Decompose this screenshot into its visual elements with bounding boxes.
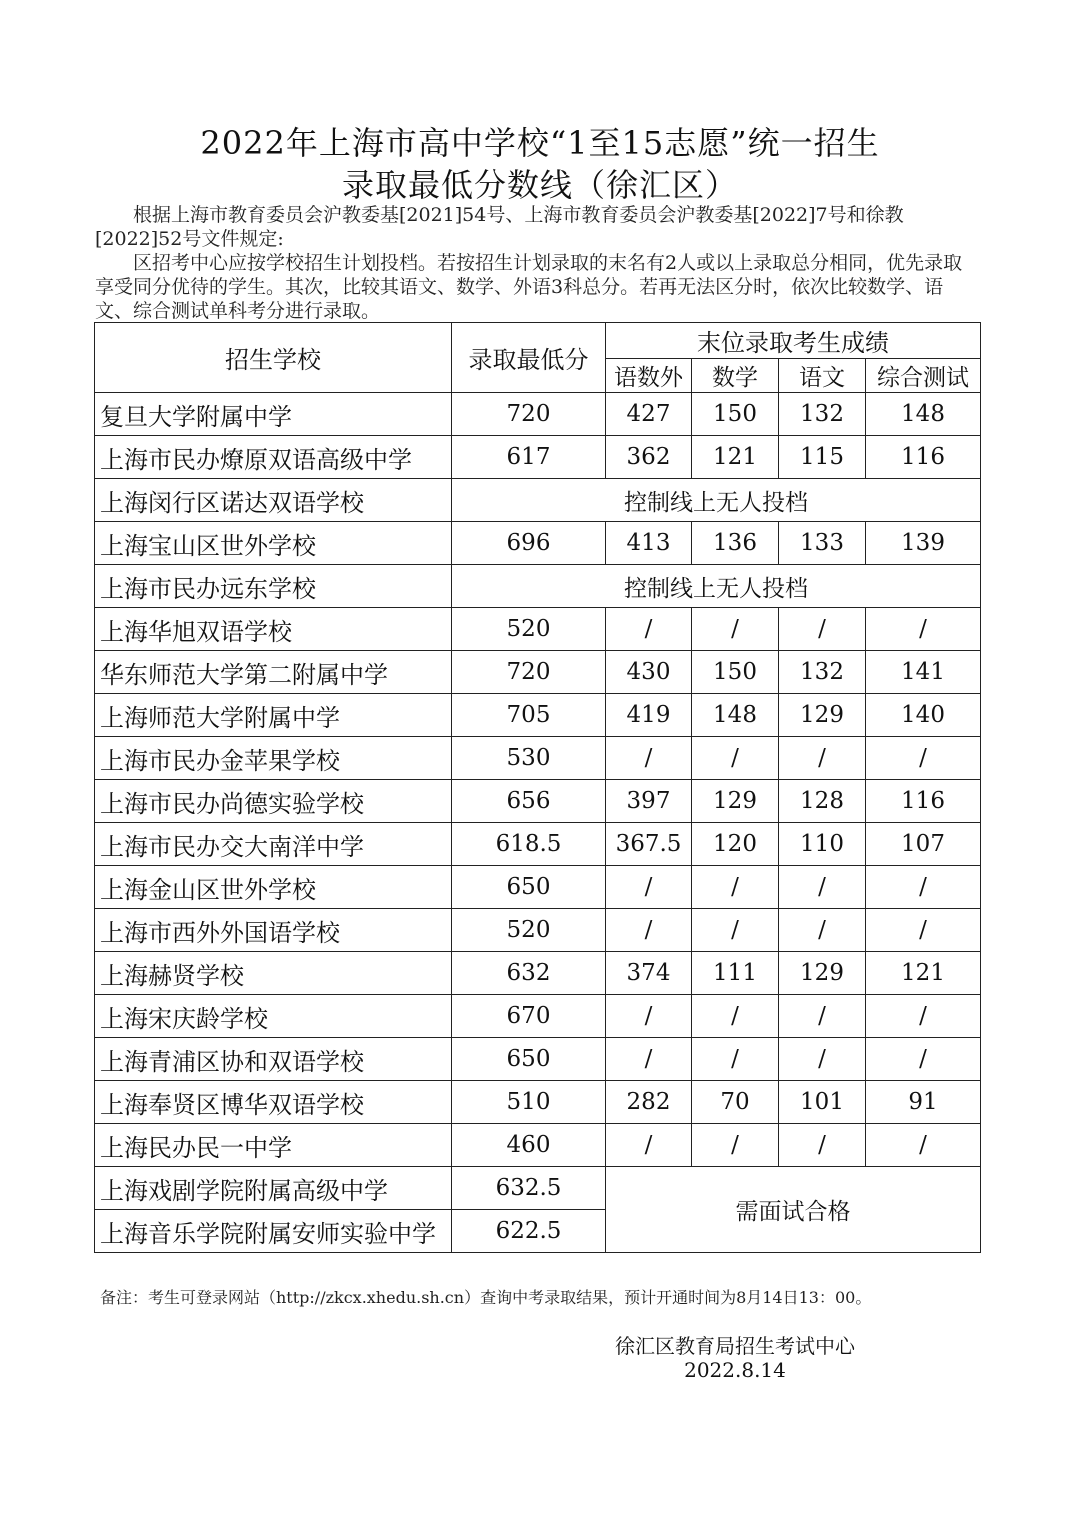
cell-school: 上海赫贤学校 xyxy=(95,952,452,995)
table-body xyxy=(95,393,981,1253)
cell-math: / xyxy=(692,1038,779,1081)
cell-school: 上海市西外外国语学校 xyxy=(95,909,452,952)
cell-comprehensive: 116 xyxy=(866,436,981,479)
cell-yushuwai: 430 xyxy=(606,651,692,694)
cell-comprehensive: 107 xyxy=(866,823,981,866)
cell-math: / xyxy=(692,995,779,1038)
cell-chinese: 101 xyxy=(779,1081,866,1124)
cell-school: 上海市民办尚德实验学校 xyxy=(95,780,452,823)
cell-school: 上海民办民一中学 xyxy=(95,1124,452,1167)
cell-comprehensive: / xyxy=(866,909,981,952)
cell-chinese: 132 xyxy=(779,393,866,436)
cell-min-score: 618.5 xyxy=(452,823,606,866)
cell-yushuwai: / xyxy=(606,608,692,651)
cell-interview-note: 需面试合格 xyxy=(606,1167,981,1253)
cell-school: 上海师范大学附属中学 xyxy=(95,694,452,737)
cell-min-score: 720 xyxy=(452,651,606,694)
table-row xyxy=(95,1167,981,1210)
table-row xyxy=(95,909,981,952)
table-row xyxy=(95,952,981,995)
table-row xyxy=(95,436,981,479)
cell-school: 上海青浦区协和双语学校 xyxy=(95,1038,452,1081)
cell-math: 120 xyxy=(692,823,779,866)
header-comprehensive: 综合测试 xyxy=(866,359,981,393)
cell-school: 上海宝山区世外学校 xyxy=(95,522,452,565)
cell-chinese: 129 xyxy=(779,952,866,995)
document-title-line1: 2022年上海市高中学校“1至15志愿”统一招生 xyxy=(200,124,880,162)
cell-school: 上海音乐学院附属安师实验中学 xyxy=(95,1210,452,1253)
footnote: 备注：考生可登录网站（http://zkcx.xhedu.sh.cn）查询中考录取结果，预计开通时间为8月14日13：00。 xyxy=(100,1288,872,1307)
cell-no-admission-note: 控制线上无人投档 xyxy=(452,565,981,608)
cell-school: 上海闵行区诺达双语学校 xyxy=(95,479,452,522)
cell-yushuwai: / xyxy=(606,995,692,1038)
cell-min-score: 460 xyxy=(452,1124,606,1167)
header-last-admitted-scores: 末位录取考生成绩 xyxy=(606,323,981,359)
cell-chinese: / xyxy=(779,737,866,780)
table-row xyxy=(95,823,981,866)
cell-yushuwai: 419 xyxy=(606,694,692,737)
cell-comprehensive: / xyxy=(866,995,981,1038)
cell-math: 148 xyxy=(692,694,779,737)
table-row xyxy=(95,737,981,780)
intro-paragraph-1: 根据上海市教育委员会沪教委基[2021]54号、上海市教育委员会沪教委基[2022]7号和徐教[2022]52号文件规定: xyxy=(95,204,904,250)
cell-chinese: / xyxy=(779,608,866,651)
cell-chinese: 128 xyxy=(779,780,866,823)
table-row xyxy=(95,1038,981,1081)
cell-school: 上海市民办交大南洋中学 xyxy=(95,823,452,866)
cell-min-score: 530 xyxy=(452,737,606,780)
cell-chinese: / xyxy=(779,1038,866,1081)
cell-min-score: 650 xyxy=(452,1038,606,1081)
cell-math: 129 xyxy=(692,780,779,823)
cell-comprehensive: 91 xyxy=(866,1081,981,1124)
table-row xyxy=(95,393,981,436)
cell-min-score: 696 xyxy=(452,522,606,565)
table-row xyxy=(95,608,981,651)
cell-yushuwai: / xyxy=(606,909,692,952)
cell-min-score: 650 xyxy=(452,866,606,909)
cell-school: 上海金山区世外学校 xyxy=(95,866,452,909)
cell-min-score: 670 xyxy=(452,995,606,1038)
cell-comprehensive: 121 xyxy=(866,952,981,995)
cell-math: 150 xyxy=(692,651,779,694)
cell-chinese: 110 xyxy=(779,823,866,866)
cell-math: / xyxy=(692,909,779,952)
cell-comprehensive: / xyxy=(866,737,981,780)
cell-math: / xyxy=(692,608,779,651)
header-yushuwai: 语数外 xyxy=(606,359,692,393)
issue-date: 2022.8.14 xyxy=(684,1358,786,1382)
table-row xyxy=(95,522,981,565)
cell-school: 上海市民办金苹果学校 xyxy=(95,737,452,780)
cell-school: 上海市民办燎原双语高级中学 xyxy=(95,436,452,479)
cell-comprehensive: 141 xyxy=(866,651,981,694)
cell-yushuwai: 374 xyxy=(606,952,692,995)
cell-min-score: 632.5 xyxy=(452,1167,606,1210)
cell-min-score: 705 xyxy=(452,694,606,737)
cell-comprehensive: / xyxy=(866,608,981,651)
table-row xyxy=(95,565,981,608)
cell-min-score: 617 xyxy=(452,436,606,479)
header-school: 招生学校 xyxy=(95,323,452,393)
cell-comprehensive: 139 xyxy=(866,522,981,565)
cell-math: 121 xyxy=(692,436,779,479)
cell-yushuwai: 367.5 xyxy=(606,823,692,866)
cell-yushuwai: 397 xyxy=(606,780,692,823)
cell-chinese: 129 xyxy=(779,694,866,737)
header-min-score: 录取最低分 xyxy=(452,323,606,393)
cell-yushuwai: / xyxy=(606,737,692,780)
table-row xyxy=(95,995,981,1038)
cell-math: 136 xyxy=(692,522,779,565)
admission-score-table xyxy=(94,322,981,1253)
document-title-line2: 录取最低分数线（徐汇区） xyxy=(341,166,738,204)
cell-yushuwai: / xyxy=(606,1038,692,1081)
intro-paragraph-2: 区招考中心应按学校招生计划投档。若按招生计划录取的末名有2人或以上录取总分相同，优先录取享受同分优待的学生。其次，比较其语文、数学、外语3科总分。若再无法区分时，依次比较数学、语文、综合测试单科考分进行录取。 xyxy=(95,252,963,322)
cell-min-score: 520 xyxy=(452,909,606,952)
cell-yushuwai: / xyxy=(606,866,692,909)
cell-chinese: / xyxy=(779,909,866,952)
table-row xyxy=(95,1124,981,1167)
cell-school: 上海华旭双语学校 xyxy=(95,608,452,651)
cell-no-admission-note: 控制线上无人投档 xyxy=(452,479,981,522)
cell-comprehensive: / xyxy=(866,866,981,909)
cell-min-score: 720 xyxy=(452,393,606,436)
cell-math: / xyxy=(692,866,779,909)
cell-school: 复旦大学附属中学 xyxy=(95,393,452,436)
cell-math: 150 xyxy=(692,393,779,436)
issuer-name: 徐汇区教育局招生考试中心 xyxy=(615,1334,855,1358)
cell-chinese: / xyxy=(779,866,866,909)
cell-school: 上海宋庆龄学校 xyxy=(95,995,452,1038)
cell-min-score: 632 xyxy=(452,952,606,995)
table-row xyxy=(95,780,981,823)
cell-school: 上海戏剧学院附属高级中学 xyxy=(95,1167,452,1210)
cell-math: 111 xyxy=(692,952,779,995)
cell-yushuwai: 362 xyxy=(606,436,692,479)
cell-min-score: 622.5 xyxy=(452,1210,606,1253)
cell-comprehensive: / xyxy=(866,1124,981,1167)
cell-chinese: 132 xyxy=(779,651,866,694)
cell-math: / xyxy=(692,1124,779,1167)
cell-yushuwai: 427 xyxy=(606,393,692,436)
cell-comprehensive: 148 xyxy=(866,393,981,436)
cell-chinese: / xyxy=(779,1124,866,1167)
cell-school: 上海奉贤区博华双语学校 xyxy=(95,1081,452,1124)
cell-min-score: 656 xyxy=(452,780,606,823)
cell-min-score: 520 xyxy=(452,608,606,651)
header-math: 数学 xyxy=(692,359,779,393)
cell-math: / xyxy=(692,737,779,780)
cell-chinese: 115 xyxy=(779,436,866,479)
header-chinese: 语文 xyxy=(779,359,866,393)
table-row xyxy=(95,479,981,522)
table-row xyxy=(95,1081,981,1124)
cell-school: 上海市民办远东学校 xyxy=(95,565,452,608)
cell-yushuwai: 282 xyxy=(606,1081,692,1124)
cell-yushuwai: / xyxy=(606,1124,692,1167)
table-row xyxy=(95,651,981,694)
cell-min-score: 510 xyxy=(452,1081,606,1124)
cell-yushuwai: 413 xyxy=(606,522,692,565)
cell-comprehensive: 140 xyxy=(866,694,981,737)
table-row xyxy=(95,694,981,737)
cell-school: 华东师范大学第二附属中学 xyxy=(95,651,452,694)
cell-math: 70 xyxy=(692,1081,779,1124)
cell-comprehensive: / xyxy=(866,1038,981,1081)
cell-chinese: 133 xyxy=(779,522,866,565)
cell-chinese: / xyxy=(779,995,866,1038)
cell-comprehensive: 116 xyxy=(866,780,981,823)
table-row xyxy=(95,866,981,909)
